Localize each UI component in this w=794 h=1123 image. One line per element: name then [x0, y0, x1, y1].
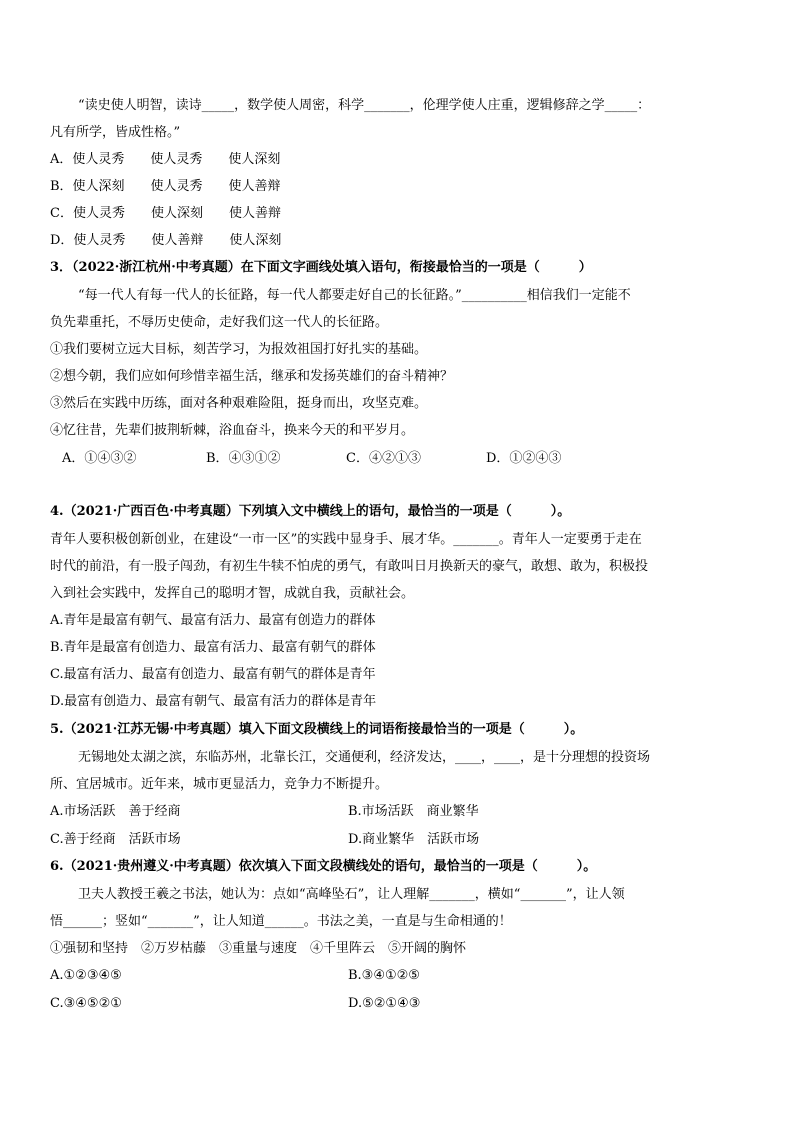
q6-passage-line-2: 悟______；竖如“_______”，让人知道______。书法之美，一直是与生命相通的！	[50, 914, 512, 929]
q6-option-b: B.③④①②⑤	[348, 968, 420, 983]
q2-option-c: C．使人灵秀 使人深刻 使人善辩	[50, 206, 281, 221]
q2-option-b: B．使人深刻 使人灵秀 使人善辩	[50, 179, 281, 194]
q3-item-3: ③然后在实践中历练，面对各种艰难险阻，挺身而出，攻坚克难。	[50, 396, 428, 411]
q3-option-d: D．①②④③	[486, 451, 562, 466]
q4-title: 4.（2021·广西百色·中考真题）下列填入文中横线上的语句，最恰当的一项是（ ）。	[50, 504, 571, 519]
q4-option-b: B.青年是最富有创造力、最富有活力、最富有朝气的群体	[50, 640, 376, 655]
q3-item-2: ②想今朝，我们应如何珍惜幸福生活，继承和发扬英雄们的奋斗精神？	[50, 369, 454, 384]
q3-title: 3．（2022·浙江杭州·中考真题）在下面文字画线处填入语句，衔接最恰当的一项是（ ）	[50, 260, 592, 275]
q2-option-d: D．使人灵秀 使人善辩 使人深刻	[50, 233, 282, 248]
q2-option-a: A．使人灵秀 使人灵秀 使人深刻	[50, 152, 281, 167]
q4-passage-line-1: 青年人要积极创新创业，在建设“一市一区”的实践中显身手、展才华。_______。青年人一定要勇于走在	[50, 532, 642, 547]
q3-option-c: C．④②①③	[346, 451, 421, 466]
q2-passage-line-2: 凡有所学，皆成性格。”	[50, 125, 181, 140]
q5-title: 5.（2021·江苏无锡·中考真题）填入下面文段横线上的词语衔接最恰当的一项是（ ）。	[50, 722, 584, 737]
q3-passage-line-2: 负先辈重托，不辱历史使命，走好我们这一代人的长征路。	[50, 315, 389, 330]
q3-item-1: ①我们要树立远大目标，刻苦学习，为报效祖国打好扎实的基础。	[50, 342, 428, 357]
q3-passage-line-1: “每一代人有每一代人的长征路，每一代人都要走好自己的长征路。”__________相信我们一定能不	[78, 288, 631, 303]
q4-option-a: A.青年是最富有朝气、最富有活力、最富有创造力的群体	[50, 613, 376, 628]
q6-option-c: C.③④⑤②①	[50, 996, 122, 1011]
q3-option-b: B．④③①②	[206, 451, 281, 466]
q4-passage-line-3: 入到社会实践中，发挥自己的聪明才智，成就自我，贡献社会。	[50, 586, 415, 601]
q6-items: ①强韧和坚持 ②万岁枯藤 ③重量与速度 ④千里阵云 ⑤开阔的胸怀	[50, 941, 467, 956]
q5-passage-line-2: 所、宜居城市。近年来，城市更显活力，竞争力不断提升。	[50, 777, 389, 792]
q3-option-a: A．①④③②	[62, 451, 137, 466]
q5-passage-line-1: 无锡地处太湖之滨，东临苏州，北靠长江，交通便利，经济发达，____，____，是十分理想的投资场	[78, 750, 651, 765]
q3-item-4: ④忆往昔，先辈们披荆斩棘，浴血奋斗，换来今天的和平岁月。	[50, 423, 415, 438]
q4-passage-line-2: 时代的前沿，有一股子闯劲，有初生牛犊不怕虎的勇气，有敢叫日月换新天的豪气，敢想、敢为，积极投	[50, 559, 649, 574]
q4-option-d: D.最富有创造力、最富有朝气、最富有活力的群体是青年	[50, 694, 377, 709]
q6-option-d: D.⑤②①④③	[348, 996, 421, 1011]
q6-option-a: A.①②③④⑤	[50, 968, 122, 983]
q4-option-c: C.最富有活力、最富有创造力、最富有朝气的群体是青年	[50, 667, 376, 682]
q6-passage-line-1: 卫夫人教授王羲之书法，她认为：点如“高峰坠石”，让人理解_______，横如“_______”，让人领	[78, 887, 625, 902]
q5-option-b: B.市场活跃 商业繁华	[348, 804, 479, 819]
q5-option-c: C.善于经商 活跃市场	[50, 832, 181, 847]
q2-passage-line-1: “读史使人明智，读诗_____，数学使人周密，科学_______，伦理学使人庄重，逻辑修辞之学_____：	[78, 98, 651, 113]
q6-title: 6.（2021·贵州遵义·中考真题）依次填入下面文段横线处的语句，最恰当的一项是（ ）。	[50, 859, 597, 874]
q5-option-a: A.市场活跃 善于经商	[50, 804, 181, 819]
q5-option-d: D.商业繁华 活跃市场	[348, 832, 480, 847]
